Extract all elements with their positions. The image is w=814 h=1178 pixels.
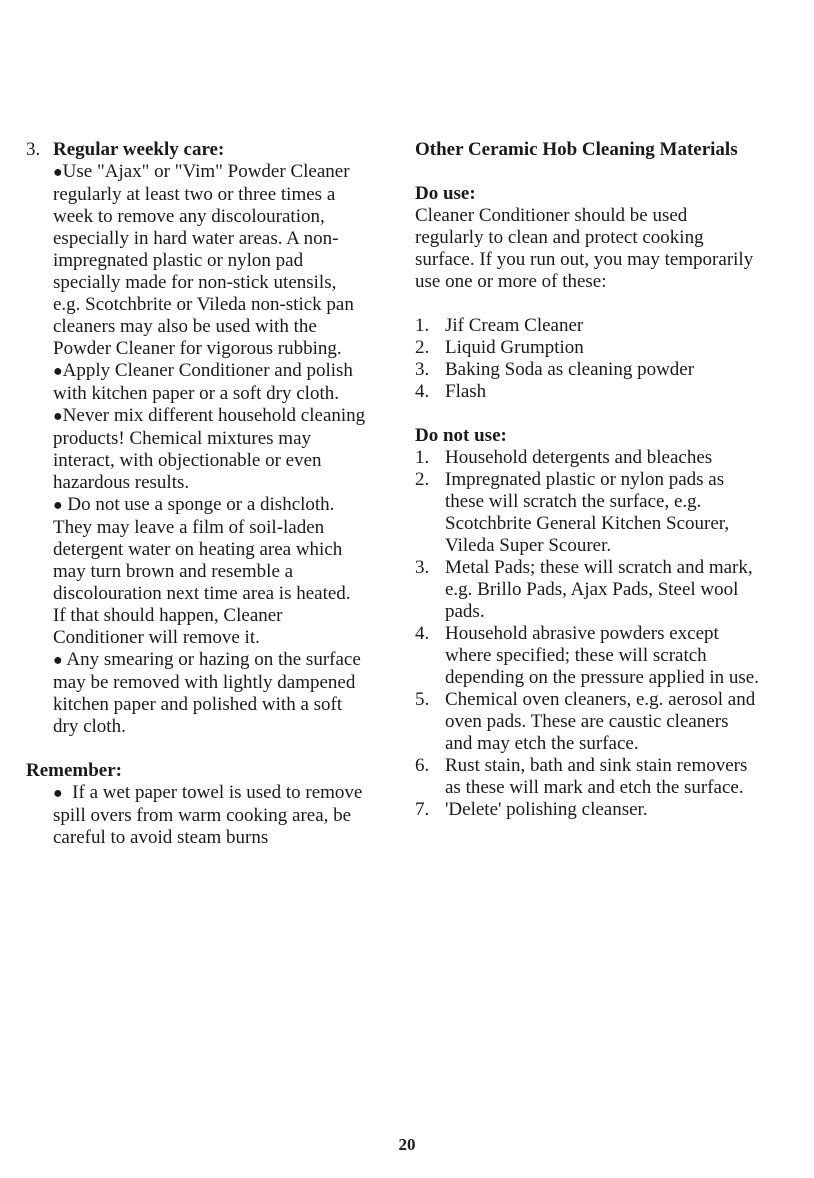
list-item: 1. Jif Cream Cleaner [415,315,584,336]
list-item: 7. 'Delete' polishing cleanser. [415,799,648,820]
bullet-text: Do not use a sponge or a dishcloth. They may leave a film of soil-laden detergent water on heating area which may turn brown and resemble a discolouration next time area is heated. If that should happen, Cleaner Conditioner will remove it. [53,494,351,648]
left-column [26,139,366,849]
bullet-icon: ● [53,408,63,425]
bullet-item [53,494,366,649]
remember-heading: Remember: [26,760,123,781]
do-use-list [415,315,760,403]
bullet-text: Apply Cleaner Conditioner and polish with kitchen paper or a soft dry cloth. [53,360,353,404]
list-item: 1. Household detergents and bleaches [415,447,713,468]
section-number: 3. [26,139,41,160]
list-item: 3. Metal Pads; these will scratch and mark, e.g. Brillo Pads, Ajax Pads, Steel wool pads. [415,557,753,622]
bullet-icon: ● [53,363,63,380]
list-item: 6. Rust stain, bath and sink stain removers as these will mark and etch the surface. [415,755,748,798]
bullet-icon: ● [53,497,63,514]
bullet-item [53,405,366,494]
bullet-item [53,649,366,738]
list-item: 3. Baking Soda as cleaning powder [415,359,695,380]
bullet-icon: ● [53,652,63,669]
remember-item [26,782,366,849]
bullet-list [26,161,366,738]
list-item: 2. Impregnated plastic or nylon pads as these will scratch the surface, e.g. Scotchbrite General Kitchen Scourer, Vileda Super Scourer. [415,469,730,556]
right-title: Other Ceramic Hob Cleaning Materials [415,139,738,160]
section-title: Regular weekly care: [53,139,225,160]
bullet-item [53,360,366,405]
bullet-text: Use "Ajax" or "Vim" Powder Cleaner regularly at least two or three times a week to remove any discolouration, especially in hard water areas. A non-impregnated plastic or nylon pad specially made for non-stick utensils, e.g. Scotchbrite or Vileda non-stick pan cleaners may also be used with the Powder Cleaner for vigorous rubbing. [53,161,354,359]
do-use-heading: Do use: [415,183,476,204]
remember-text: If a wet paper towel is used to remove spill overs from warm cooking area, be careful to avoid steam burns [53,782,363,848]
bullet-icon: ● [53,164,63,181]
bullet-text: Any smearing or hazing on the surface may be removed with lightly dampened kitchen paper and polished with a soft dry cloth. [53,649,361,737]
page-number: 20 [398,1135,416,1154]
list-item: 4. Flash [415,381,487,402]
do-not-use-heading: Do not use: [415,425,507,446]
do-use-text: Cleaner Conditioner should be used regularly to clean and protect cooking surface. If you run out, you may temporarily use one or more of these: [415,205,754,292]
list-item: 5. Chemical oven cleaners, e.g. aerosol and oven pads. These are caustic cleaners and may etch the surface. [415,689,756,754]
section-heading [26,139,366,161]
bullet-icon: ● [53,785,63,802]
do-not-use-list [415,447,760,821]
bullet-item [53,161,366,360]
bullet-text: Never mix different household cleaning products! Chemical mixtures may interact, with objectionable or even hazardous results. [53,405,366,493]
list-item: 2. Liquid Grumption [415,337,584,358]
list-item: 4. Household abrasive powders except where specified; these will scratch depending on the pressure applied in use. [415,623,759,688]
right-column [415,139,760,821]
